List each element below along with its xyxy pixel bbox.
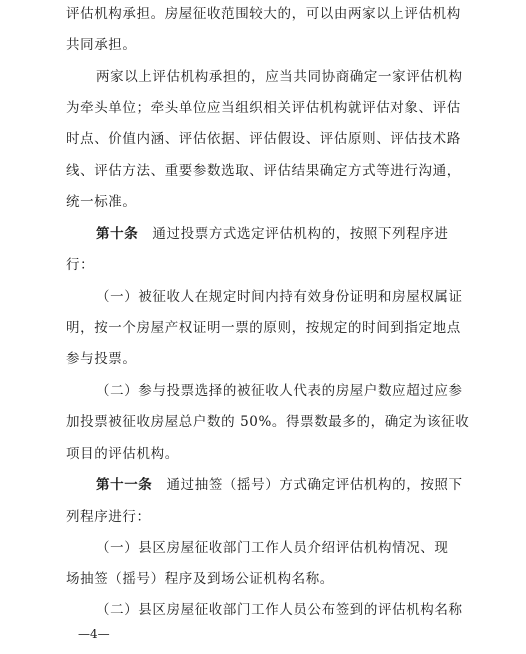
text-line: 统一标准。	[66, 194, 137, 210]
page-number: —4—	[78, 627, 110, 641]
text-line: 列程序进行：	[66, 509, 151, 525]
text-line: 共同承担。	[66, 37, 137, 53]
text-line: 评估机构承担。房屋征收范围较大的，可以由两家以上评估机构	[66, 6, 461, 22]
text-line: 为牵头单位；牵头单位应当组织相关评估机构就评估对象、评估	[66, 100, 461, 116]
text-line: （二）参与投票选择的被征收人代表的房屋户数应超过应参	[96, 383, 463, 399]
text-line: （一）被征收人在规定时间内持有效身份证明和房屋权属证	[96, 289, 463, 305]
article-11-text: 通过抽签（摇号）方式确定评估机构的，按照下	[166, 477, 463, 493]
text-line: 两家以上评估机构承担的，应当共同协商确定一家评估机构	[96, 69, 463, 85]
text-line: 时点、价值内涵、评估依据、评估假设、评估原则、评估技术路	[66, 131, 461, 147]
article-10-text: 通过投票方式选定评估机构的，按照下列程序进	[152, 226, 449, 242]
text-line: 线、评估方法、重要参数选取、评估结果确定方式等进行沟通，	[66, 163, 461, 179]
text-line: 明，按一个房屋产权证明一票的原则，按规定的时间到指定地点	[66, 320, 461, 336]
text-line: （一）县区房屋征收部门工作人员介绍评估机构情况、现	[96, 540, 449, 556]
text-line: 场抽签（摇号）程序及到场公证机构名称。	[66, 571, 334, 587]
text-line: 加投票被征收房屋总户数的 50%。得票数最多的，确定为该征收	[66, 414, 470, 430]
text-line: 行：	[66, 257, 95, 273]
text-line: （二）县区房屋征收部门工作人员公布签到的评估机构名称	[96, 602, 463, 618]
article-10-heading: 第十条	[96, 226, 139, 242]
text-line: 参与投票。	[66, 351, 137, 367]
article-10-line	[96, 224, 449, 244]
article-11-line	[96, 475, 463, 495]
text-line: 项目的评估机构。	[66, 446, 179, 462]
article-11-heading: 第十一条	[96, 477, 153, 493]
